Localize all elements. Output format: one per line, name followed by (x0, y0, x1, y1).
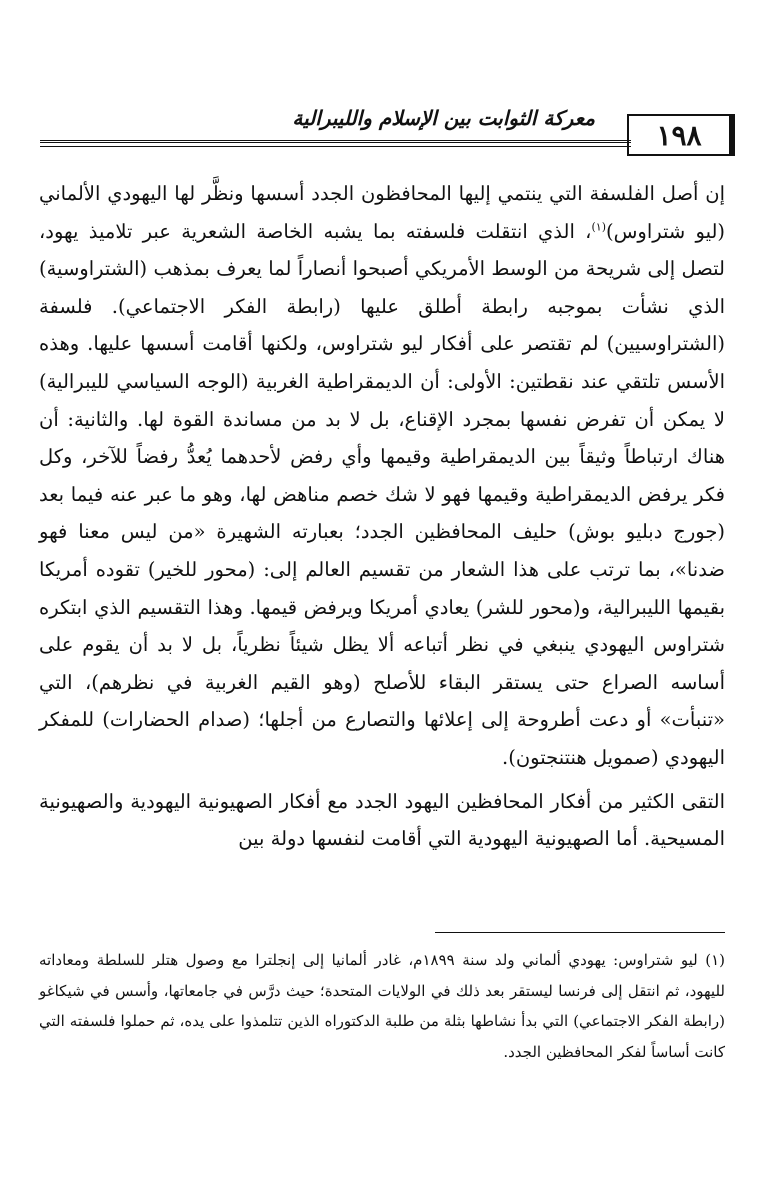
footnote-1: (١) ليو شتراوس: يهودي ألماني ولد سنة ١٨٩٩م، غادر ألمانيا إلى إنجلترا مع وصول هتلر للسلطة ومعاداته لليهود، ثم انتقل إلى فرنسا ليستقر بعد ذلك في الولايات المتحدة؛ حيث درَّس في جامعاتها، وأسس في شيكاغو (رابطة الفكر الاجتماعي) التي بدأ نشاطها بثلة من طلبة الدكتوراه الذين تتلمذوا على يده، ثم حملوا فلسفته التي كانت أساساً لفكر المحافظين الجدد. (39, 951, 725, 1061)
footnote-marker[interactable]: (١) (591, 220, 606, 234)
page-number: ١٩٨ (627, 114, 735, 156)
footnotes (39, 945, 725, 1067)
paragraph-2: التقى الكثير من أفكار المحافظين اليهود الجدد مع أفكار الصهيونية اليهودية والصهيونية المسيحية. أما الصهيونية اليهودية التي أقامت لنفسها دولة بين (39, 789, 725, 851)
running-title: معركة الثوابت بين الإسلام والليبرالية (292, 106, 595, 130)
header-rule (40, 140, 631, 147)
paragraph-1 (39, 175, 725, 777)
main-text (39, 175, 725, 858)
paragraph-1-start: إن أصل الفلسفة التي ينتمي إليها المحافظون الجدد أسسها ونظَّر لها اليهودي الألماني (ليو شتراوس) (39, 182, 726, 243)
footnote-divider (435, 932, 725, 933)
paragraph-1-continuation: ، الذي انتقلت فلسفته بما يشبه الخاصة الشعرية عبر تلاميذ يهود، لتصل إلى شريحة من الوسط الأمريكي أصبحوا أنصاراً لما يعرف بمذهب (الشتراوسية) الذي نشأت بموجبه رابطة أطلق عليها (رابطة الفكر الاجتماعي). فلسفة (الشتراوسيين) لم تقتصر على أفكار ليو شتراوس، ولكنها أقامت أسسها عليها. وهذه الأسس تلتقي عند نقطتين: الأولى: أن الديمقراطية الغربية (الوجه السياسي لليبرالية) لا يمكن أن تفرض نفسها بمجرد الإقناع، بل لا بد من مساندة القوة لها. والثانية: أن هناك ارتباطاً وثيقاً بين الديمقراطية وقيمها وأي رفض لأحدهما يُعدُّ رفضاً للآخر، وكل فكر يرفض الديمقراطية وقيمها فهو لا شك خصم مناهض لها، وهو ما عبر عنه فيما بعد (جورج دبليو بوش) حليف المحافظين الجدد؛ بعبارته الشهيرة «من ليس معنا فهو ضدنا»، بما ترتب على هذا الشعار من تقسيم العالم إلى: (محور للخير) تقوده أمريكا بقيمها الليبرالية، و(محور للشر) يعادي أمريكا ويرفض قيمها. وهذا التقسيم الذي ابتكره شتراوس اليهودي ينبغي في نظر أتباعه ألا يظل شيئاً نظرياً، بل لا بد أن يقوم على أساسه الصراع حتى يستقر البقاء للأصلح (وهو القيم الغربية في نظرهم)، التي «تنبأت» أو دعت أطروحة إلى إعلائها والتصارع من أجلها؛ (صدام الحضارات) للمفكر اليهودي (صمويل هنتنجتون). (39, 219, 725, 769)
page-header (40, 92, 735, 162)
